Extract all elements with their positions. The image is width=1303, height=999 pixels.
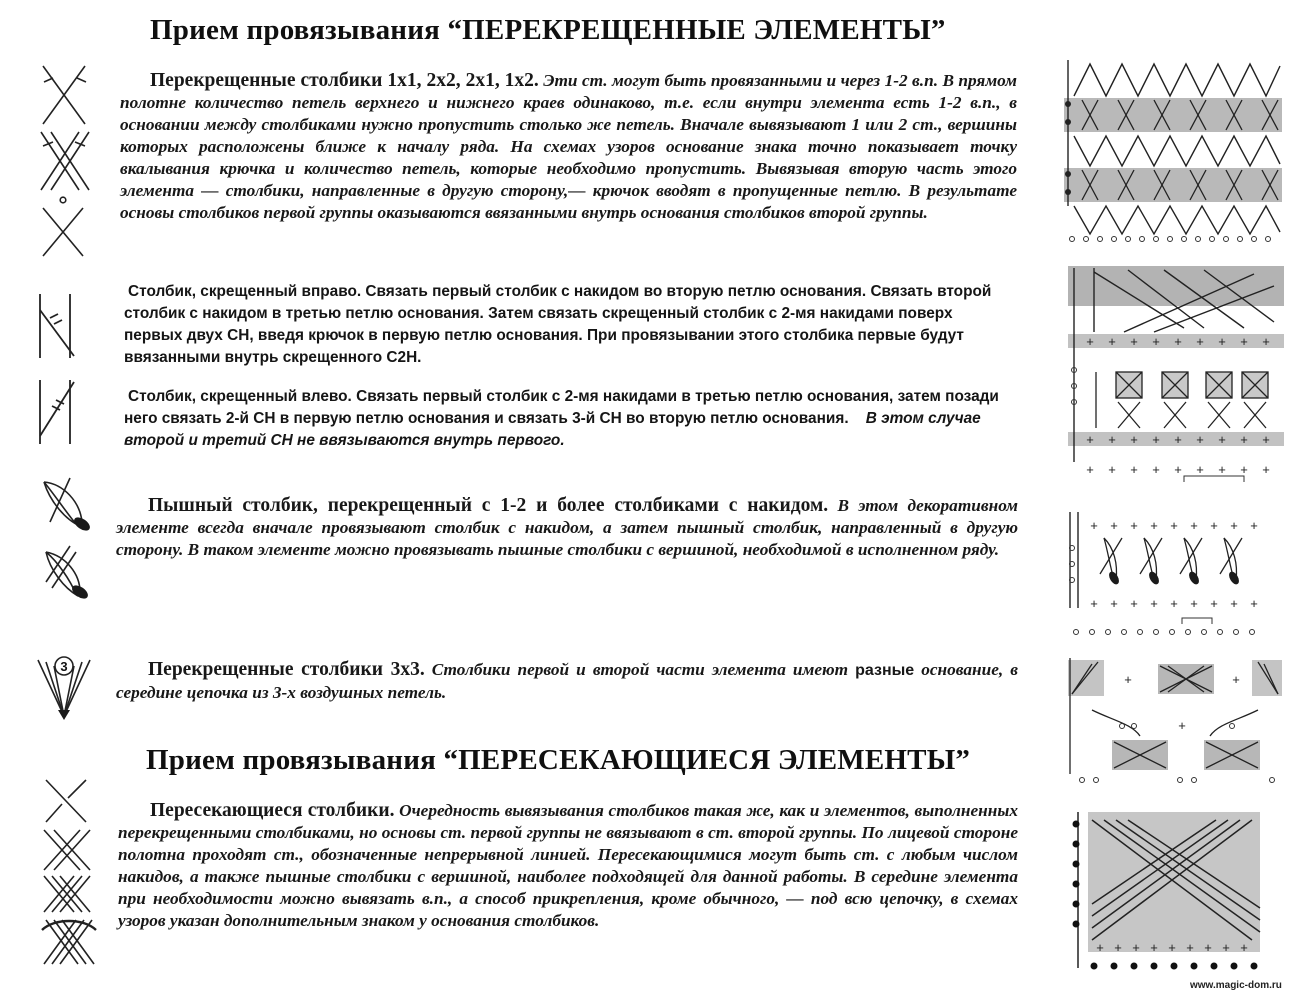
- svg-text:+: +: [1086, 334, 1094, 349]
- svg-text:+: +: [1262, 432, 1270, 447]
- paragraph-lead: Пышный столбик, перекрещенный с 1-2 и более столбиками с накидом.: [148, 495, 829, 516]
- paragraph-lead: Перекрещенные столбики 3х3.: [148, 659, 425, 680]
- pattern-chart-crossed-3x3: [1062, 654, 1286, 792]
- svg-text:+: +: [1250, 518, 1258, 533]
- title-intersecting-elements: Прием провязывания “ПЕРЕСЕКАЮЩИЕСЯ ЭЛЕМЕНТЫ”: [146, 744, 971, 776]
- svg-text:+: +: [1086, 432, 1094, 447]
- svg-text:+: +: [1218, 462, 1226, 477]
- svg-text:+: +: [1152, 334, 1160, 349]
- svg-text:+: +: [1108, 334, 1116, 349]
- svg-text:+: +: [1170, 518, 1178, 533]
- title-crossed-elements: Прием провязывания “ПЕРЕКРЕЩЕННЫЕ ЭЛЕМЕНТЫ”: [150, 14, 946, 46]
- svg-text:+: +: [1130, 462, 1138, 477]
- intersecting-stitch-3x3-icon: [40, 872, 94, 916]
- paragraph-intersecting: [118, 800, 1018, 932]
- svg-text:+: +: [1130, 432, 1138, 447]
- svg-text:+: +: [1110, 596, 1118, 611]
- paragraph-crossed-left: [124, 386, 1010, 452]
- svg-text:+: +: [1174, 462, 1182, 477]
- svg-text:+: +: [1240, 334, 1248, 349]
- svg-text:+: +: [1096, 940, 1104, 955]
- paragraph-body: В этом декоративном элементе всегда вначале провязывают столбик с накидом, а затем пышный столбик, направленный в другую сторону. В таком элементе можно провязывать пышные столбики с вершиной, необходимой в исполненном ряду.: [116, 496, 1019, 559]
- stitch-crossed-left-icon: [28, 376, 88, 448]
- svg-text:+: +: [1230, 518, 1238, 533]
- svg-text:+: +: [1240, 432, 1248, 447]
- paragraph-lead: Пересекающиеся столбики.: [150, 800, 395, 821]
- svg-text:+: +: [1170, 596, 1178, 611]
- svg-text:+: +: [1174, 334, 1182, 349]
- svg-text:+: +: [1150, 596, 1158, 611]
- intersecting-stitch-base-icon: [40, 916, 98, 968]
- svg-text:+: +: [1262, 334, 1270, 349]
- svg-text:+: +: [1174, 432, 1182, 447]
- svg-text:+: +: [1210, 518, 1218, 533]
- chart-band: [1068, 266, 1284, 306]
- svg-text:+: +: [1124, 672, 1132, 687]
- svg-text:+: +: [1130, 518, 1138, 533]
- pattern-chart-crossed-right-left: [1064, 262, 1286, 490]
- paragraph-lead: Перекрещенные столбики 1х1, 2х2, 2х1, 1х2.: [150, 70, 539, 91]
- paragraph-crossed-1x1: [120, 70, 1017, 224]
- paragraph-crossed-right: [124, 281, 1010, 369]
- svg-text:+: +: [1168, 940, 1176, 955]
- svg-text:+: +: [1130, 334, 1138, 349]
- svg-text:+: +: [1110, 518, 1118, 533]
- pattern-chart-crossed-1x1: [1060, 56, 1286, 246]
- svg-text:+: +: [1114, 940, 1122, 955]
- svg-text:+: +: [1196, 432, 1204, 447]
- intersecting-stitch-2x2-icon: [40, 826, 94, 874]
- svg-text:+: +: [1130, 596, 1138, 611]
- svg-text:+: +: [1240, 940, 1248, 955]
- svg-text:+: +: [1178, 718, 1186, 733]
- svg-text:+: +: [1090, 518, 1098, 533]
- svg-text:+: +: [1150, 518, 1158, 533]
- intersecting-stitch-1x1-icon: [40, 776, 94, 826]
- paragraph-body: Столбик, скрещенный вправо. Связать первый столбик с накидом во вторую петлю основания. Связать второй столбик с накидом в третью петлю основания. Затем связать скрещенный столбик с 2-мя накидами поверх первых двух СН, введя крючок в первую петлю основания. При провязывании этого столбика первые будут ввязанными внутрь скрещенного С2Н.: [124, 283, 992, 366]
- svg-text:+: +: [1218, 334, 1226, 349]
- svg-text:+: +: [1152, 462, 1160, 477]
- svg-text:+: +: [1132, 940, 1140, 955]
- chart-band: [1252, 660, 1282, 696]
- svg-text:+: +: [1108, 432, 1116, 447]
- svg-text:+: +: [1190, 518, 1198, 533]
- svg-text:+: +: [1196, 462, 1204, 477]
- puff-stitch-crossed-icon: [36, 472, 100, 540]
- svg-text:+: +: [1190, 596, 1198, 611]
- svg-text:+: +: [1232, 672, 1240, 687]
- svg-text:+: +: [1218, 432, 1226, 447]
- crossed-stitch-with-chain-icon: [35, 194, 95, 260]
- stitch-crossed-right-icon: [28, 290, 88, 362]
- svg-text:+: +: [1090, 596, 1098, 611]
- paragraph-body-end: основание, в середине цепочка из 3-х воздушных петель.: [116, 660, 1018, 702]
- svg-text:+: +: [1150, 940, 1158, 955]
- puff-stitch-double-crossed-icon: [36, 540, 100, 608]
- chart-band: [1068, 660, 1104, 696]
- svg-text:+: +: [1262, 462, 1270, 477]
- paragraph-body: Эти ст. могут быть провязанными и через 1-2 в.п. В прямом полотне количество петель верхнего и нижнего краев одинаково, т.е. если внутри элемента есть 1-2 в.п., в основании между столбиками нужно пропустить столько же петель. Вначале вывязывают 1 или 2 ст., вершины которых расположены ближе к началу ряда. На схемах узоров основание знака точно показывает точку вкалывания крючка и количество петель, которые необходимо пропустить. Вывязывая вторую часть этого элемента — столбики, направленные в другую сторону,— крючок вводят в пропущенные петлю. В результате основы столбиков первой группы оказываются ввязанными внутрь основания столбиков второй группы.: [120, 71, 1017, 222]
- paragraph-body: Столбик, скрещенный влево. Связать первый столбик с 2-мя накидами в третью петлю основания, затем позади него связать 2-й СН в первую петлю основания и связать 3-й СН во вторую петлю основания.: [124, 388, 999, 427]
- pattern-chart-puff-crossed: [1062, 508, 1284, 640]
- paragraph-body: Столбики первой и второй части элемента имеют: [424, 660, 856, 679]
- paragraph-body-upright: разные: [855, 662, 915, 679]
- svg-text:+: +: [1230, 596, 1238, 611]
- svg-text:+: +: [1108, 462, 1116, 477]
- svg-text:+: +: [1250, 596, 1258, 611]
- chain-count-label: 3: [60, 659, 68, 674]
- svg-text:+: +: [1152, 432, 1160, 447]
- paragraph-body: Очередность вывязывания столбиков такая же, как и элементов, выполненных перекрещенными столбиками, но основы ст. первой группы не ввязывают в ст. второй группы. По лицевой стороне полотна проходят ст., обозначенные непрерывной линией. Пересекающимися могут быть ст. с любым числом накидов, а также пышные столбики с вершиной, наиболее подходящей для данной работы. В середине элемента при необходимости можно вывязать в.п., а способ прикрепления, кроме обычного, — под всю цепочку, в схемах узоров указан дополнительным знаком у основания столбиков.: [118, 801, 1018, 930]
- svg-text:+: +: [1210, 596, 1218, 611]
- paragraph-note: В этом случае второй и третий СН не ввязываются внутрь первого.: [124, 410, 981, 449]
- svg-text:+: +: [1186, 940, 1194, 955]
- pattern-chart-intersecting: [1064, 808, 1284, 980]
- site-watermark: www.magic-dom.ru: [1190, 980, 1282, 991]
- paragraph-crossed-3x3: [116, 659, 1018, 704]
- crossed-stitch-1x1-icon: [35, 62, 95, 128]
- svg-text:+: +: [1222, 940, 1230, 955]
- paragraph-puff-crossed: [116, 495, 1018, 561]
- svg-text:+: +: [1240, 462, 1248, 477]
- crossed-stitch-2x2-icon: [35, 128, 95, 194]
- svg-text:+: +: [1086, 462, 1094, 477]
- svg-text:+: +: [1204, 940, 1212, 955]
- svg-text:+: +: [1196, 334, 1204, 349]
- crossed-stitch-3x3-icon: [32, 652, 96, 724]
